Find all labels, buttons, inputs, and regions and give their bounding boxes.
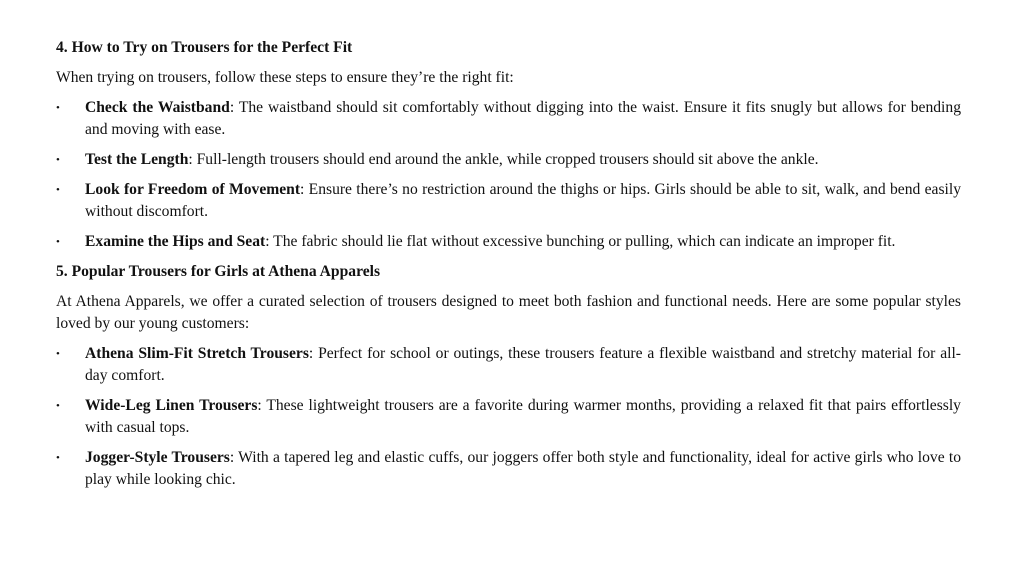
item-term: Look for Freedom of Movement (85, 181, 301, 198)
item-text: : The waistband should sit comfortably without digging into the waist. Ensure it fits snugly but allows for bending and moving with ease. (85, 99, 961, 138)
item-text: : Ensure there’s no restriction around the thighs or hips. Girls should be able to sit, walk, and bend easily without discomfort. (85, 181, 961, 220)
bullet-icon: • (56, 184, 60, 196)
item-text: : These lightweight trousers are a favorite during warmer months, providing a relaxed fit that pairs effortlessly with casual tops. (85, 397, 961, 436)
bullet-icon: • (56, 452, 60, 464)
section-5-heading: 5. Popular Trousers for Girls at Athena Apparels (56, 263, 381, 280)
list-item (56, 97, 961, 141)
bullet-icon: • (56, 348, 60, 360)
item-text: : Perfect for school or outings, these trousers feature a flexible waistband and stretchy material for all-day comfort. (85, 345, 962, 384)
item-term: Jogger-Style Trousers (85, 449, 230, 466)
section-5-intro: At Athena Apparels, we offer a curated selection of trousers designed to meet both fashion and functional needs. Here are some popular styles loved by our young customers: (56, 293, 961, 332)
list-item (56, 149, 961, 171)
section-4-heading: 4. How to Try on Trousers for the Perfect Fit (56, 39, 353, 56)
bullet-icon: • (56, 154, 60, 166)
list-item (56, 343, 961, 387)
item-term: Examine the Hips and Seat (85, 233, 266, 250)
item-text: : With a tapered leg and elastic cuffs, our joggers offer both style and functionality, ideal for active girls who love to play while looking chic. (85, 449, 961, 488)
list-item (56, 447, 961, 491)
item-text: : Full-length trousers should end around the ankle, while cropped trousers should sit above the ankle. (188, 151, 819, 168)
list-item (56, 395, 961, 439)
item-term: Athena Slim-Fit Stretch Trousers (85, 345, 309, 362)
bullet-icon: • (56, 236, 60, 248)
section-5-list (56, 343, 961, 491)
list-item (56, 179, 961, 223)
list-item (56, 231, 961, 253)
item-term: Wide-Leg Linen Trousers (85, 397, 258, 414)
item-term: Test the Length (85, 151, 189, 168)
section-4-list (56, 97, 961, 253)
section-4-intro: When trying on trousers, follow these steps to ensure they’re the right fit: (56, 69, 514, 86)
item-term: Check the Waistband (85, 99, 230, 116)
bullet-icon: • (56, 400, 60, 412)
bullet-icon: • (56, 102, 60, 114)
item-text: : The fabric should lie flat without excessive bunching or pulling, which can indicate an improper fit. (265, 233, 896, 250)
